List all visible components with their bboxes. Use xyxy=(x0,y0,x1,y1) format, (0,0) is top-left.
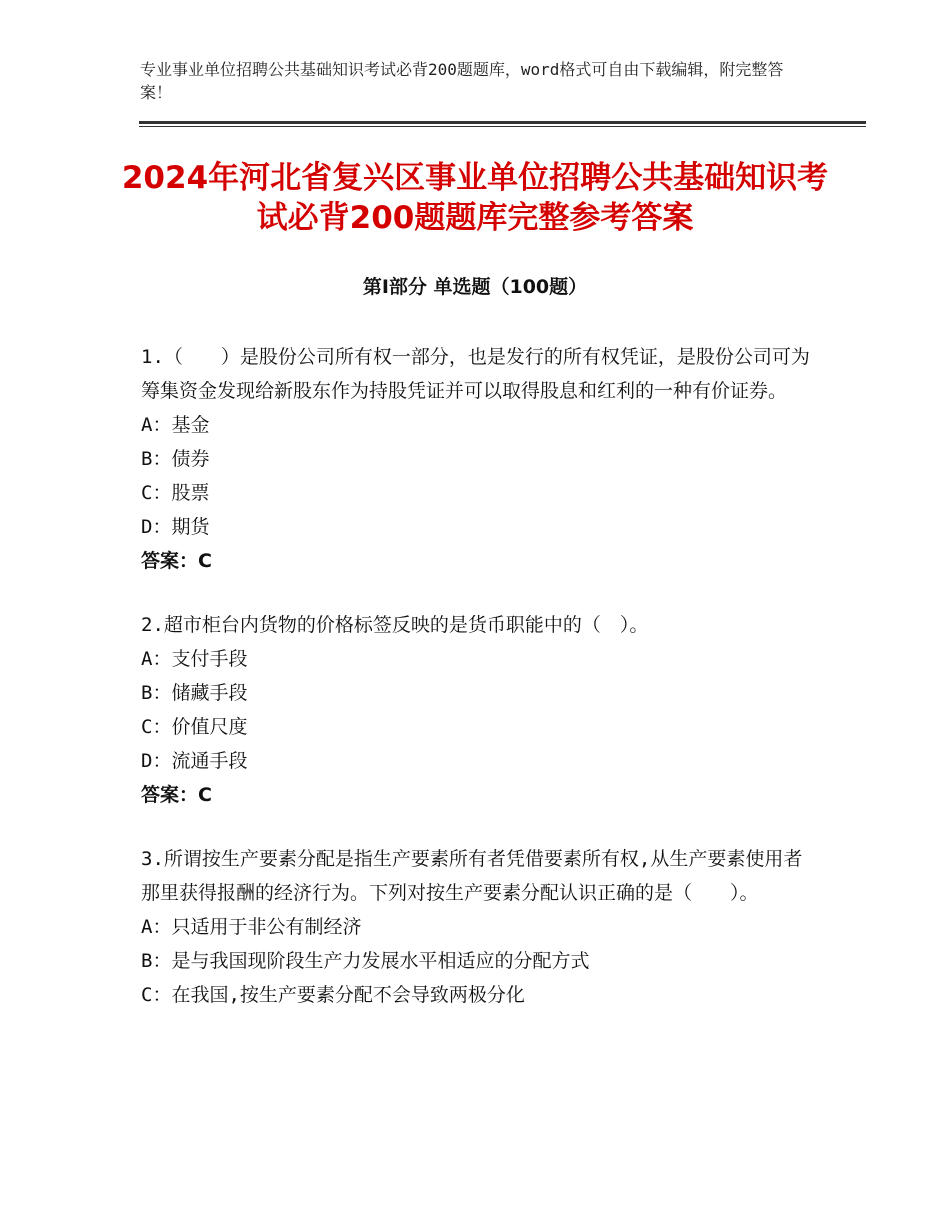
option-b: B：债券 xyxy=(141,448,210,470)
option-d: D：流通手段 xyxy=(141,750,248,772)
question-2 xyxy=(141,608,821,812)
question-list xyxy=(141,340,821,1042)
header-rule-thick xyxy=(139,121,866,124)
option-b: B：储藏手段 xyxy=(141,682,248,704)
question-1 xyxy=(141,340,821,578)
option-c: C：在我国,按生产要素分配不会导致两极分化 xyxy=(141,984,525,1006)
question-text: 2.超市柜台内货物的价格标签反映的是货币职能中的（ ）。 xyxy=(141,614,649,636)
question-3 xyxy=(141,842,821,1012)
answer: 答案：C xyxy=(141,784,212,806)
answer: 答案：C xyxy=(141,550,212,572)
option-b: B：是与我国现阶段生产力发展水平相适应的分配方式 xyxy=(141,950,590,972)
option-c: C：价值尺度 xyxy=(141,716,248,738)
header-rule-thin xyxy=(139,126,866,127)
option-a: A：基金 xyxy=(141,414,210,436)
question-text: 1.（ ）是股份公司所有权一部分，也是发行的所有权凭证，是股份公司可为筹集资金发现给新股东作为持股凭证并可以取得股息和红利的一种有价证券。 xyxy=(141,346,810,402)
question-text: 3.所谓按生产要素分配是指生产要素所有者凭借要素所有权,从生产要素使用者那里获得报酬的经济行为。下列对按生产要素分配认识正确的是（ ）。 xyxy=(141,848,803,904)
document-title: 2024年河北省复兴区事业单位招聘公共基础知识考试必背200题题库完整参考答案 xyxy=(121,160,829,236)
option-d: D：期货 xyxy=(141,516,210,538)
option-a: A：支付手段 xyxy=(141,648,248,670)
section-title: 第Ⅰ部分 单选题（100题） xyxy=(362,276,588,298)
option-a: A：只适用于非公有制经济 xyxy=(141,916,362,938)
option-c: C：股票 xyxy=(141,482,210,504)
header-note: 专业事业单位招聘公共基础知识考试必背200题题库，word格式可自由下载编辑，附完整答案！ xyxy=(140,60,784,102)
